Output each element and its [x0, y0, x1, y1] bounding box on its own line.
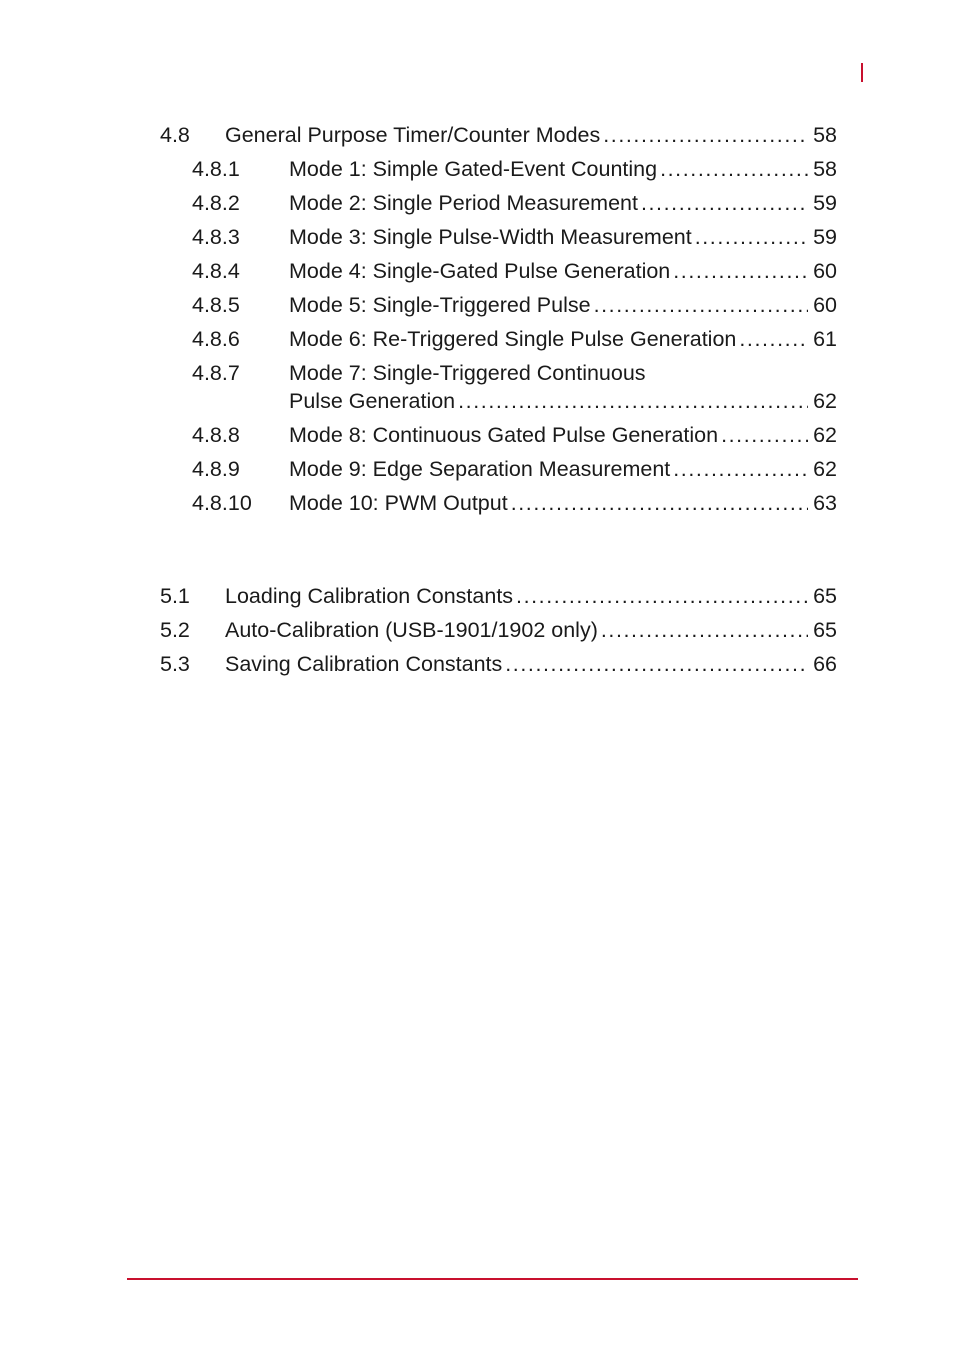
- dot-leader: [695, 224, 808, 250]
- section-title: General Purpose Timer/Counter Modes: [225, 123, 601, 147]
- dot-leader: [721, 422, 808, 448]
- section-title: Saving Calibration Constants: [225, 652, 503, 676]
- section-number: 5.2: [160, 618, 190, 642]
- section-title: Mode 1: Simple Gated-Event Counting: [289, 157, 658, 181]
- section-title: Auto-Calibration (USB-1901/1902 only): [225, 618, 598, 642]
- section-title: Mode 3: Single Pulse-Width Measurement: [289, 225, 692, 249]
- dot-leader: [673, 258, 808, 284]
- page-number: 61: [813, 327, 837, 351]
- section-title: Mode 5: Single-Triggered Pulse: [289, 293, 591, 317]
- page-number: 65: [813, 584, 837, 608]
- section-number: 4.8.10: [192, 491, 252, 515]
- section-number: 4.8.7: [192, 361, 240, 385]
- section-title: Mode 2: Single Period Measurement: [289, 191, 638, 215]
- page-number: 58: [813, 157, 837, 181]
- section-title: Mode 6: Re-Triggered Single Pulse Generation: [289, 327, 737, 351]
- dot-leader: [458, 388, 808, 414]
- page-number: 60: [813, 259, 837, 283]
- section-title-line1: Mode 7: Single-Triggered Continuous: [289, 361, 646, 385]
- dot-leader: [516, 583, 808, 609]
- dot-leader: [660, 156, 808, 182]
- section-number: 4.8.3: [192, 225, 240, 249]
- section-number: 4.8.8: [192, 423, 240, 447]
- section-number: 4.8: [160, 123, 190, 147]
- toc-entry-4-8-7[interactable]: [192, 360, 837, 420]
- dot-leader: [505, 651, 808, 677]
- section-number: 4.8.1: [192, 157, 240, 181]
- section-title: Mode 10: PWM Output: [289, 491, 508, 515]
- page-number: 63: [813, 491, 837, 515]
- section-title: Mode 4: Single-Gated Pulse Generation: [289, 259, 671, 283]
- section-title-line2: Pulse Generation: [289, 389, 456, 413]
- section-number: 4.8.6: [192, 327, 240, 351]
- header-accent-mark: [861, 63, 863, 82]
- page-number: 65: [813, 618, 837, 642]
- page-number: 59: [813, 225, 837, 249]
- dot-leader: [601, 617, 808, 643]
- dot-leader: [594, 292, 808, 318]
- section-number: 5.1: [160, 584, 190, 608]
- page-number: 62: [813, 423, 837, 447]
- section-number: 4.8.2: [192, 191, 240, 215]
- dot-leader: [603, 122, 808, 148]
- page-number: 62: [813, 457, 837, 481]
- dot-leader: [511, 490, 808, 516]
- section-number: 4.8.5: [192, 293, 240, 317]
- page-number: 62: [813, 389, 837, 413]
- section-title: Mode 8: Continuous Gated Pulse Generation: [289, 423, 719, 447]
- section-number: 4.8.9: [192, 457, 240, 481]
- page-number: 60: [813, 293, 837, 317]
- page-number: 66: [813, 652, 837, 676]
- page-number: 58: [813, 123, 837, 147]
- section-title: Mode 9: Edge Separation Measurement: [289, 457, 671, 481]
- dot-leader: [673, 456, 808, 482]
- footer-rule: [127, 1278, 858, 1280]
- page-number: 59: [813, 191, 837, 215]
- dot-leader: [739, 326, 808, 352]
- dot-leader: [641, 190, 808, 216]
- section-title: Loading Calibration Constants: [225, 584, 514, 608]
- section-number: 4.8.4: [192, 259, 240, 283]
- section-number: 5.3: [160, 652, 190, 676]
